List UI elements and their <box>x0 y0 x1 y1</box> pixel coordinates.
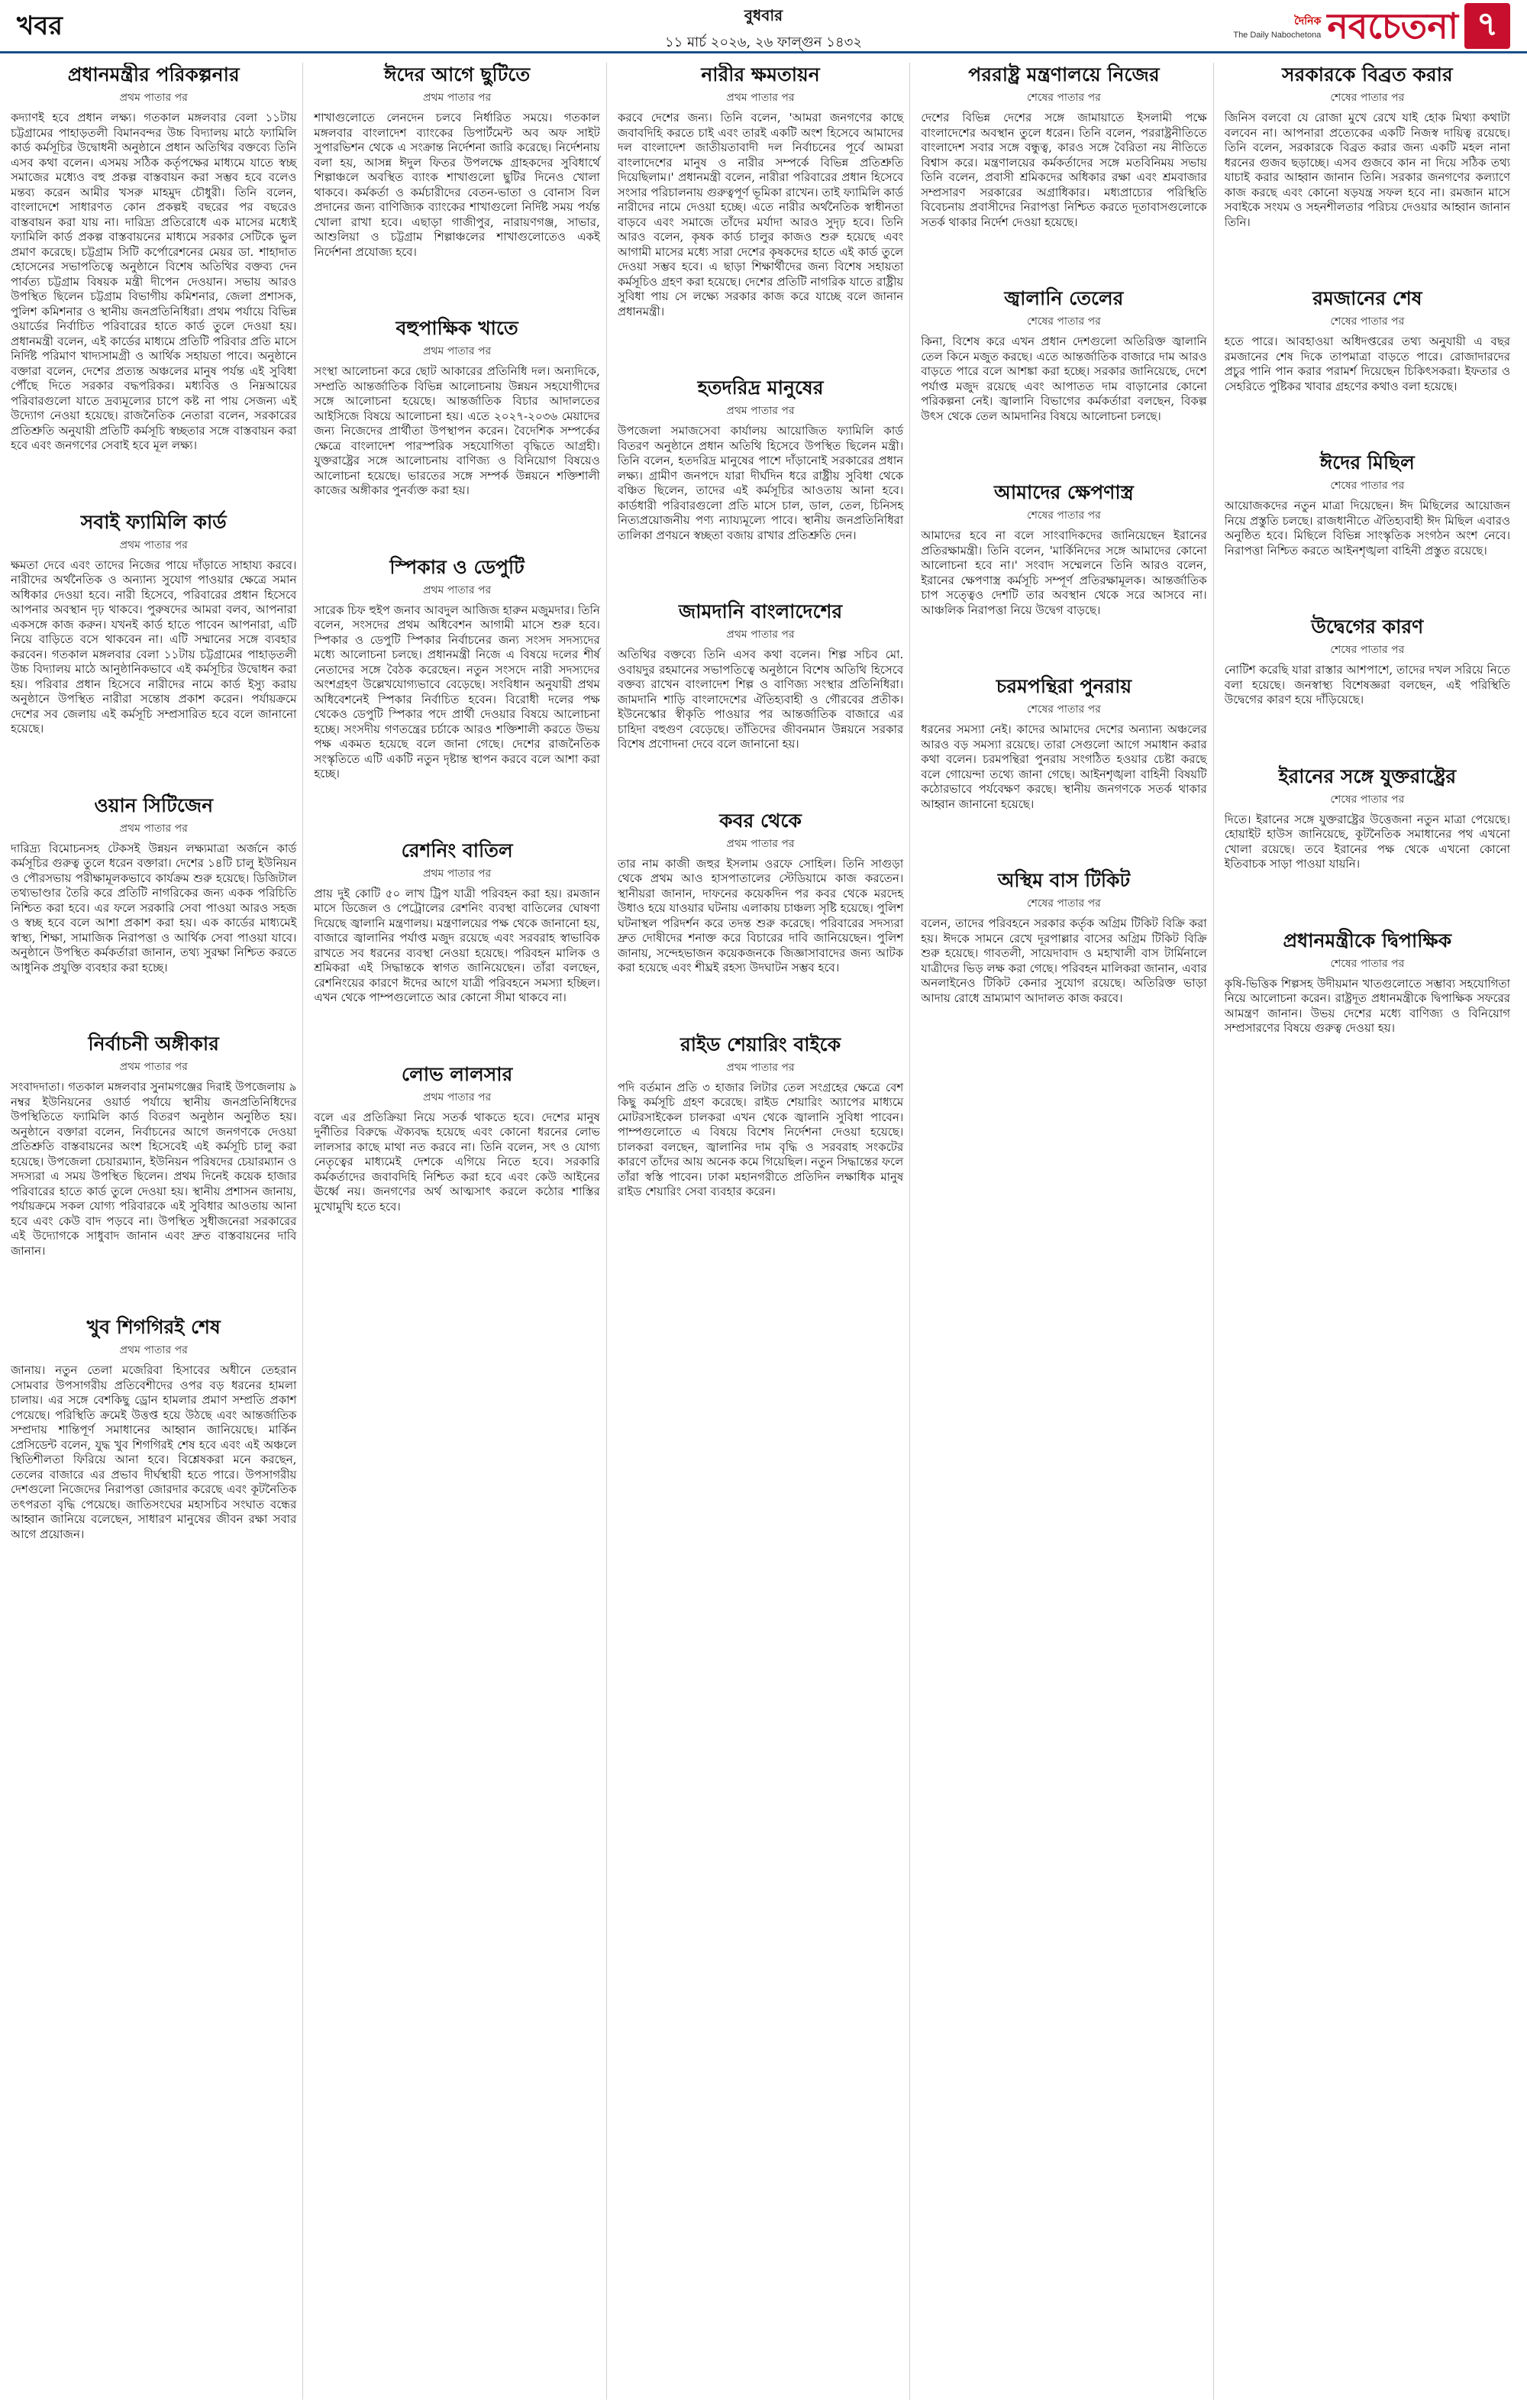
article-title[interactable]: ঈদের আগে ছুটিতে <box>384 63 531 86</box>
continuation-label: শেষের পাতার পর <box>1330 793 1405 806</box>
article <box>921 286 1206 424</box>
continuation-label: প্রথম পাতার পর <box>726 405 795 417</box>
article <box>618 376 903 543</box>
continuation-label: শেষের পাতার পর <box>1330 315 1405 328</box>
article <box>314 1062 599 1215</box>
continuation-label: প্রথম পাতার পর <box>119 92 188 104</box>
continuation-label: প্রথম পাতার পর <box>119 538 188 551</box>
article <box>921 868 1206 1006</box>
article <box>11 1032 296 1259</box>
masthead-english: The Daily Nabochetona <box>1233 31 1322 40</box>
continuation-label: শেষের পাতার পর <box>1026 315 1101 328</box>
article-title[interactable]: স্পিকার ও ডেপুটি <box>389 555 525 578</box>
article-body: সংস্থা আলোচনা করে ছোট আকারের প্রতিনিধি দল। অন্যদিকে, সম্প্রতি আন্তর্জাতিক বিভিন্ন আলোচনায় উন্নয়ন সহযোগীদের সঙ্গে আলোচনা হয়েছে। আন্তর্জাতিক বিচার আদালতের আইসিজে বিষয়ে আলোচনা হয়। এতে ২০২৭-২০৩৬ মেয়াদের জন্য নিজেদের প্রার্থীতা উপস্থাপন করেন। বৈদেশিক সম্পর্কের ক্ষেত্রে বাংলাদেশ পারস্পরিক সহযোগিতা বৃদ্ধিতে আগ্রহী। যুক্তরাষ্ট্রের সঙ্গে আলোচনায় বাণিজ্য ও বিনিয়োগ বিষয়েও আলোচনা হয়েছে। ভারতের সঙ্গে সম্পর্ক উন্নয়নে শক্তিশালী কাজের অঙ্গীকার পুনর্ব্যক্ত করা হয়। <box>314 364 600 497</box>
article-title[interactable]: সবাই ফ্যামিলি কার্ড <box>80 510 227 533</box>
article <box>1225 615 1510 708</box>
article <box>921 480 1206 618</box>
masthead <box>1233 3 1510 49</box>
article-body: শাখাগুলোতে লেনদেন চলবে নির্ধারিত সময়ে। গতকাল মঙ্গলবার বাংলাদেশ ব্যাংকের ডিপার্টমেন্ট অব অফ সাইট সুপারভিশন থেকে এ সংক্রান্ত নির্দেশনা জারি করেছে। নির্দেশনায় বলা হয়, আসন্ন ঈদুল ফিতর উপলক্ষে গ্রাহকদের সুবিধার্থে শিল্পাঞ্চলে অবস্থিত ব্যাংক শাখাগুলো ছুটির দিনেও খোলা থাকবে। কর্মকর্তা ও কর্মচারীদের বেতন-ভাতা ও বোনাস বিল প্রদানের জন্য বাণিজ্যিক ব্যাংকের শাখাগুলো নির্দিষ্ট সময় পর্যন্ত খোলা রাখা হবে। এছাড়া গাজীপুর, নারায়ণগঞ্জ, সাভার, আশুলিয়া ও চট্টগ্রাম শিল্পাঞ্চলের শাখাগুলোতেও একই নির্দেশনা প্রযোজ্য হবে। <box>314 111 600 259</box>
article <box>314 316 599 499</box>
masthead-daily: দৈনিক <box>1294 15 1322 27</box>
article <box>1225 929 1510 1036</box>
column-1 <box>11 63 303 2400</box>
continuation-label: শেষের পাতার পর <box>1026 703 1101 716</box>
article <box>921 63 1206 230</box>
article-title[interactable]: চরমপন্থিরা পুনরায় <box>996 675 1132 697</box>
continuation-label: প্রথম পাতার পর <box>422 583 492 596</box>
article-title[interactable]: রমজানের শেষ <box>1312 287 1422 309</box>
article <box>921 674 1206 812</box>
continuation-label: শেষের পাতার পর <box>1026 897 1101 910</box>
continuation-label: প্রথম পাতার পর <box>726 92 795 104</box>
continuation-label: প্রথম পাতার পর <box>726 629 795 641</box>
continuation-label: প্রথম পাতার পর <box>422 1091 492 1104</box>
page-header <box>0 0 1527 53</box>
article <box>618 809 903 976</box>
continuation-label: প্রথম পাতার পর <box>119 822 188 835</box>
continuation-label: শেষের পাতার পর <box>1026 509 1101 522</box>
column-4 <box>921 63 1213 2400</box>
article-title[interactable]: খুব শিগগিরই শেষ <box>86 1316 221 1338</box>
article <box>11 510 296 737</box>
continuation-label: প্রথম পাতার পর <box>422 92 492 104</box>
article-body: সারেক চিফ হুইপ জনাব আবদুল আজিজ হারুন মজুমদার। তিনি বলেন, সংসদের প্রথম অধিবেশন আগামী মাসে শুরু হবে। স্পিকার ও ডেপুটি স্পিকার নির্বাচনের জন্য সংসদ সদস্যদের মধ্যে আলোচনা চলছে। প্রধানমন্ত্রী নিজে এ বিষয়ে দলের শীর্ষ নেতাদের সঙ্গে বৈঠক করেছেন। নতুন সংসদে নারী সদস্যদের অংশগ্রহণ উল্লেখযোগ্যভাবে বেড়েছে। সংবিধান অনুযায়ী প্রথম অধিবেশনেই স্পিকার নির্বাচিত হবেন। বিরোধী দলের পক্ষ থেকেও ডেপুটি স্পিকার পদে প্রার্থী দেওয়ার বিষয়ে আলোচনা হচ্ছে। সংসদীয় গণতন্ত্রের চর্চাকে আরও শক্তিশালী করতে উভয় পক্ষ একমত হয়েছে বলে জানা গেছে। দেশের রাজনৈতিক সংস্কৃতিতে এটি একটি নতুন দৃষ্টান্ত স্থাপন করবে বলে আশা করা হচ্ছে। <box>314 603 600 781</box>
article <box>314 555 599 782</box>
article-body: জিনিস বলবো যে রোজা মুখে রেখে যাই হোক মিথ্যা কথাটা বলবেন না। আপনারা প্রত্যেকের একটি নিজস্ব দায়িত্ব রয়েছে। তিনি বলেন, সরকারকে বিব্রত করার জন্য একটি মহল নানা ধরনের গুজব ছড়াচ্ছে। এসব গুজবে কান না দিয়ে সঠিক তথ্য যাচাই করার আহ্বান জানান তিনি। সরকার জনগণের কল্যাণে কাজ করছে এবং কোনো ষড়যন্ত্র সফল হবে না। রমজান মাসে সবাইকে সংযম ও সহনশীলতার পরিচয় দেওয়ার আহ্বান জানান তিনি। <box>1224 111 1511 229</box>
continuation-label: শেষের পাতার পর <box>1026 92 1101 104</box>
continuation-label: প্রথম পাতার পর <box>422 345 492 357</box>
continuation-label: প্রথম পাতার পর <box>119 1344 188 1356</box>
article-body: জানায়। নতুন তেলা মজেরিবা হিসাবের অধীনে তেহরান সোমবার উপসাগরীয় প্রতিবেশীদের ওপর বড় ধরনের হামলা চালায়। এর সঙ্গে বেশকিছু ড্রোন হামলার প্রমাণ সম্প্রতি প্রকাশ পেয়েছে। পরিস্থিতি ক্রমেই উত্তপ্ত হয়ে উঠছে এবং আন্তর্জাতিক সম্প্রদায় শান্তিপূর্ণ সমাধানের আহ্বান জানিয়েছে। মার্কিন প্রেসিডেন্ট বলেন, যুদ্ধ খুব শিগগিরই শেষ হবে এবং এই অঞ্চলে স্থিতিশীলতা ফিরিয়ে আনা হবে। বিশ্লেষকরা মনে করছেন, তেলের বাজারে এর প্রভাব দীর্ঘস্থায়ী হতে পারে। উপসাগরীয় দেশগুলো নিজেদের নিরাপত্তা জোরদার করেছে এবং কূটনৈতিক তৎপরতা বৃদ্ধি পেয়েছে। জাতিসংঘের মহাসচিব সংঘাত বন্ধের আহ্বান জানিয়ে বলেছেন, সাধারণ মানুষের জীবন রক্ষা সবার আগে প্রয়োজন। <box>11 1363 297 1541</box>
article-body: কদ্যাণই হবে প্রধান লক্ষ্য। গতকাল মঙ্গলবার বেলা ১১টায় চট্টগ্রামের পাহাড়তলী বিমানবন্দর উচ্চ বিদ্যালয় মাঠে ফ্যামিলি কার্ড কর্মসূচির উদ্বোধনী অনুষ্ঠানে প্রধান অতিথির বক্তব্যে তিনি এসব কথা বলেন। এসময় সঠিক কর্তৃপক্ষের মাধ্যমে যাতে স্বচ্ছ সমাজের মধ্যেও বহু প্রকল্প বাস্তবায়ন করা সম্ভব হবে বলেও মন্তব্য করেন আমীর খসরু মাহমুদ চৌধুরী। তিনি বলেন, বাংলাদেশে সাধারণত কোন প্রকল্পই বছরের পর বছরেও বাস্তবায়ন করা যায় না। দারিদ্র্য প্রতিরোধে এক মাসের মধ্যেই ফ্যামিলি কার্ড প্রকল্প বাস্তবায়নের মাধ্যমে সরকার সেটিকে ভুল প্রমাণ করেছে। চট্টগ্রাম সিটি কর্পোরেশনের মেয়র ডা. শাহাদাত হোসেনের সভাপতিত্বে অনুষ্ঠানে বিশেষ অতিথির বক্তব্য দেন পার্বত্য চট্টগ্রাম বিষয়ক মন্ত্রী দীপেন দেওয়ান। সভায় আরও উপস্থিত ছিলেন চট্টগ্রাম বিভাগীয় কমিশনার, জেলা প্রশাসক, পুলিশ কমিশনার ও স্থানীয় জনপ্রতিনিধিরা। প্রথম পর্যায়ে বিভিন্ন ওয়ার্ডের নির্বাচিত পরিবারের হাতে কার্ড তুলে দেওয়া হয়। প্রধানমন্ত্রী বলেন, এই কার্ডের মাধ্যমে প্রতিটি পরিবার প্রতি মাসে নির্দিষ্ট পরিমাণ খাদ্যসামগ্রী ও আর্থিক সহায়তা পাবে। অনুষ্ঠানে বক্তারা বলেন, দেশের প্রত্যন্ত অঞ্চলের মানুষ পর্যন্ত এই সুবিধা পৌঁছে দিতে সরকার বদ্ধপরিকর। মধ্যবিত্ত ও নিম্নআয়ের পরিবারগুলো যাতে দ্রব্যমূল্যের চাপে কষ্ট না পায় সেজন্য এই উদ্যোগ নেওয়া হয়েছে। রাজনৈতিক নেতারা বলেন, সরকারের প্রতিশ্রুতি অনুযায়ী প্রতিটি কর্মসূচি স্বচ্ছতার সঙ্গে বাস্তবায়ন করা হবে এবং জনগণের সেবাই হবে মূল লক্ষ্য। <box>11 111 297 452</box>
article <box>1225 286 1510 394</box>
article-body: বলে এর প্রতিক্রিয়া নিয়ে সতর্ক থাকতে হবে। দেশের মানুষ দুর্নীতির বিরুদ্ধে ঐক্যবদ্ধ হয়েছে এবং কোনো ধরনের লোভ লালসার কাছে মাথা নত করবে না। তিনি বলেন, সৎ ও যোগ্য নেতৃত্বের মাধ্যমেই দেশকে এগিয়ে নিতে হবে। সরকারি কর্মকর্তাদের জবাবদিহি নিশ্চিত করা হবে এবং কেউ আইনের ঊর্ধ্বে নয়। জনগণের অর্থ আত্মসাৎ করলে কঠোর শাস্তির মুখোমুখি হতে হবে। <box>314 1110 600 1214</box>
article <box>11 63 296 454</box>
article-body: সংবাদদাতা। গতকাল মঙ্গলবার সুনামগঞ্জের দিরাই উপজেলায় ৯ নম্বর ইউনিয়নের ওয়ার্ড পর্যায়ে স্থানীয় জনপ্রতিনিধিদের উপস্থিতিতে ফ্যামিলি কার্ড বিতরণ অনুষ্ঠান অনুষ্ঠিত হয়। অনুষ্ঠানে বক্তারা বলেন, নির্বাচনের আগে জনগণকে দেওয়া প্রতিশ্রুতি বাস্তবায়নের অংশ হিসেবেই এই কর্মসূচি চালু করা হয়েছে। উপজেলা চেয়ারম্যান, ইউনিয়ন পরিষদের চেয়ারম্যান ও সদস্যরা এ সময় উপস্থিত ছিলেন। প্রথম দিনেই কয়েক হাজার পরিবারের হাতে কার্ড তুলে দেওয়া হয়। স্থানীয় প্রশাসন জানায়, পর্যায়ক্রমে সকল যোগ্য পরিবারকে এই সুবিধার আওতায় আনা হবে এবং কেউ বাদ পড়বে না। উপস্থিত সুধীজনেরা সরকারের এই উদ্যোগকে সাধুবাদ জানান এবং দ্রুত বাস্তবায়নের দাবি জানান। <box>11 1080 297 1258</box>
article-body: পদি বর্তমান প্রতি ৩ হাজার লিটার তেল সংগ্রহের ক্ষেত্রে বেশ কিছু কর্মসূচি গ্রহণ করেছে। রাইড শেয়ারিং অ্যাপের মাধ্যমে মোটরসাইকেল চালকরা এখন থেকে জ্বালানি সুবিধা পাবেন। পাম্পগুলোতে এ বিষয়ে বিশেষ নির্দেশনা দেওয়া হয়েছে। চালকরা বলছেন, জ্বালানির দাম বৃদ্ধি ও সরবরাহ সংকটের কারণে তাঁদের আয় অনেক কমে গিয়েছিল। নতুন সিদ্ধান্তের ফলে তাঁরা স্বস্তি পাবেন। ঢাকা মহানগরীতে প্রতিদিন লক্ষাধিক মানুষ রাইড শেয়ারিং সেবা ব্যবহার করেন। <box>617 1080 904 1198</box>
article <box>618 63 903 319</box>
article-title[interactable]: আমাদের ক্ষেপণাস্ত্র <box>993 481 1134 503</box>
column-2 <box>314 63 606 2400</box>
article-title[interactable]: পররাষ্ট্র মন্ত্রণালয়ে নিজের <box>968 63 1160 86</box>
article-body: তার নাম কাজী জহুর ইসলাম ওরফে সোহিল। তিনি সাগুড়া থেকে প্রথম আও হাসপাতালের স্টেডিয়ামে কাজ করতেন। স্থানীয়রা জানান, দাফনের কয়েকদিন পর কবর থেকে মরদেহ উধাও হয়ে যাওয়ার ঘটনায় এলাকায় চাঞ্চল্য সৃষ্টি হয়েছে। পুলিশ ঘটনাস্থল পরিদর্শন করে তদন্ত শুরু করেছে। পরিবারের সদস্যরা দ্রুত দোষীদের শনাক্ত করে বিচারের দাবি জানিয়েছেন। পুলিশ জানায়, সন্দেহভাজন কয়েকজনকে জিজ্ঞাসাবাদের জন্য আটক করা হয়েছে এবং শীঘ্রই রহস্য উদঘাটন সম্ভব হবে। <box>617 856 904 975</box>
masthead-small <box>1233 12 1321 40</box>
article-body: দারিদ্র্য বিমোচনসহ টেকসই উন্নয়ন লক্ষ্যমাত্রা অর্জনে কার্ড কর্মসূচির গুরুত্ব তুলে ধরেন বক্তারা। দেশের ১৪টি চালু ইউনিয়ন ও পৌরসভায় পরীক্ষামূলকভাবে কার্যক্রম শুরু হয়েছে। ডিজিটাল তথ্যভাণ্ডার তৈরি করে প্রতিটি নাগরিকের জন্য একক পরিচিতি নিশ্চিত করা হবে। এর ফলে সরকারি সেবা পাওয়া আরও সহজ ও স্বচ্ছ হবে বলে আশা প্রকাশ করা হয়। এক কার্ডের মাধ্যমেই স্বাস্থ্য, শিক্ষা, সামাজিক নিরাপত্তা ও আর্থিক সেবা পাওয়া যাবে। অনুষ্ঠানে উপস্থিত কর্মকর্তারা জানান, তথ্য সুরক্ষা নিশ্চিত করতে আধুনিক প্রযুক্তি ব্যবহার করা হচ্ছে। <box>11 841 297 975</box>
article-title[interactable]: অস্থিম বাস টিকিট <box>997 869 1131 891</box>
article <box>11 1315 296 1542</box>
article-title[interactable]: লোভ লালসার <box>401 1062 513 1085</box>
article-title[interactable]: প্রধানমন্ত্রীকে দ্বিপাক্ষিক <box>1283 929 1452 952</box>
article-body: অতিথির বক্তব্যে তিনি এসব কথা বলেন। শিল্প সচিব মো. ওবায়দুর রহমানের সভাপতিত্বে অনুষ্ঠানে বিশেষ অতিথি হিসেবে বক্তব্য রাখেন বাংলাদেশ শিল্প ও বাণিজ্য সংস্থার প্রতিনিধিরা। জামদানি শাড়ি বাংলাদেশের ঐতিহ্যবাহী ও গৌরবের প্রতীক। ইউনেস্কোর স্বীকৃতি পাওয়ার পর আন্তর্জাতিক বাজারে এর চাহিদা বহুগুণ বেড়েছে। তাঁতিদের জীবনমান উন্নয়নে সরকার বিশেষ প্রণোদনা দেবে বলে জানানো হয়। <box>617 648 904 751</box>
article-body: প্রায় দুই কোটি ৫০ লাখ ট্রিপ যাত্রী পরিবহন করা হয়। রমজান মাসে ডিজেল ও পেট্রোলের রেশনিং ব্যবস্থা বাতিলের ঘোষণা দিয়েছে জ্বালানি মন্ত্রণালয়। মন্ত্রণালয়ের পক্ষ থেকে জানানো হয়, বাজারে জ্বালানির পর্যাপ্ত মজুদ রয়েছে এবং সরবরাহ স্বাভাবিক রাখতে সব ধরনের ব্যবস্থা নেওয়া হয়েছে। পরিবহন মালিক ও শ্রমিকরা এই সিদ্ধান্তকে স্বাগত জানিয়েছেন। তাঁরা বলছেন, রেশনিংয়ের কারণে ঈদের আগে যাত্রী পরিবহনে সমস্যা হচ্ছিল। এখন থেকে পাম্পগুলোতে আর কোনো সীমা থাকবে না। <box>314 886 600 1004</box>
article-body: করবে দেশের জন্য। তিনি বলেন, 'আমরা জনগণের কাছে জবাবদিহি করতে চাই এবং তারই একটি অংশ হিসেবে আমাদের দল বাংলাদেশ জাতীয়তাবাদী দল নির্বাচনের পূর্বে আমরা বাংলাদেশের মানুষ ও নারীর সম্পর্কে বিভিন্ন প্রতিশ্রুতি দিয়েছিলাম।' প্রধানমন্ত্রী বলেন, নারীরা পরিবারের প্রধান হিসেবে সংসার পরিচালনায় গুরুত্বপূর্ণ ভূমিকা রাখেন। তাই ফ্যামিলি কার্ড নারীদের নামে দেওয়া হচ্ছে। এতে নারীর অর্থনৈতিক স্বাধীনতা বাড়বে এবং সমাজে তাঁদের মর্যাদা আরও সুদৃঢ় হবে। তিনি আরও বলেন, কৃষক কার্ড চালুর কাজও শুরু হয়েছে এবং আগামী মাসের মধ্যে সারা দেশের কৃষকদের হাতে এই কার্ড তুলে দেওয়া সম্ভব হবে। এ ছাড়া শিক্ষার্থীদের জন্য বিশেষ সহায়তা কর্মসূচিও গ্রহণ করা হয়েছে। দেশের প্রতিটি নাগরিক যাতে রাষ্ট্রীয় সুবিধা পায় সে লক্ষ্যে সরকার কাজ করে যাচ্ছে বলে জানান প্রধানমন্ত্রী। <box>617 111 904 318</box>
article-body: কৃষি-ভিত্তিক শিল্পসহ উদীয়মান খাতগুলোতে সম্ভাব্য সহযোগিতা নিয়ে আলোচনা করেন। রাষ্ট্রদূত প্রধানমন্ত্রীকে দ্বিপাক্ষিক সফরের আমন্ত্রণ জানান। উভয় দেশের মধ্যে বাণিজ্য ও বিনিয়োগ সম্প্রসারণের বিষয়ে গুরুত্ব দেওয়া হয়। <box>1224 976 1511 1035</box>
article-body: কিনা, বিশেষ করে এখন প্রধান দেশগুলো অতিরিক্ত জ্বালানি তেল কিনে মজুত করছে। এতে আন্তর্জাতিক বাজারে দাম আরও বাড়তে পারে বলে আশঙ্কা করা হচ্ছে। সরকার জানিয়েছে, দেশে পর্যাপ্ত মজুদ রয়েছে এবং আপাতত দাম বাড়ানোর কোনো পরিকল্পনা নেই। জ্বালানি বিভাগের কর্মকর্তারা বলছেন, বিকল্প উৎস থেকে তেল আমদানির বিষয়ে আলোচনা চলছে। <box>921 335 1207 423</box>
article-body: নোটিশ করেছি যারা রাস্তার আশপাশে, তাদের দখল সরিয়ে নিতে বলা হয়েছে। জনস্বাস্থ্য বিশেষজ্ঞরা বলছেন, এই পরিস্থিতি উদ্বেগের কারণ হয়ে দাঁড়িয়েছে। <box>1224 663 1511 706</box>
article <box>1225 451 1510 558</box>
article <box>314 63 599 260</box>
article-body: ক্ষমতা দেবে এবং তাদের নিজের পায়ে দাঁড়াতে সাহায্য করবে। নারীদের অর্থনৈতিক ও অন্যান্য সুযোগ পাওয়ার ক্ষেত্রে সমান অধিকার দেওয়া হবে। নারী হিসেবে, পরিবারের প্রধান হিসেবে আপনার অবস্থান দৃঢ় থাকবে। পুরুষদের আমরা বলব, আপনারা একসঙ্গে কাজ করুন। যখনই কার্ড হাতে পাবেন আপনারা, এটি নিয়ে বাড়িতে বসে থাকবেন না। এটি সম্মানের সঙ্গে ব্যবহার করবেন। গতকাল মঙ্গলবার বেলা ১১টায় চট্টগ্রামের পাহাড়তলী উচ্চ বিদ্যালয় মাঠে আনুষ্ঠানিকভাবে এই কর্মসূচির উদ্বোধন করা হয়। পরিবার প্রধান হিসেবে নারীদের নামে কার্ড ইস্যু করায় অনুষ্ঠানে উপস্থিত নারীরা সন্তোষ প্রকাশ করেন। পর্যায়ক্রমে দেশের সব জেলায় এই কর্মসূচি সম্প্রসারিত হবে বলে জানানো হয়েছে। <box>11 558 297 735</box>
article-body: বলেন, তাদের পরিবহনে সরকার কর্তৃক অগ্রিম টিকিট বিক্রি করা হয়। ঈদকে সামনে রেখে দূরপাল্লার বাসের অগ্রিম টিকিট বিক্রি শুরু হয়েছে। গাবতলী, সায়েদাবাদ ও মহাখালী বাস টার্মিনালে যাত্রীদের ভিড় লক্ষ করা গেছে। পরিবহন মালিকরা জানান, এবার অনলাইনেও টিকিট কেনার সুযোগ রয়েছে। অতিরিক্ত ভাড়া আদায় রোধে ভ্রাম্যমাণ আদালত কাজ করবে। <box>921 916 1207 1005</box>
date-block <box>534 5 993 55</box>
article-title[interactable]: হতদরিদ্র মানুষের <box>697 377 824 399</box>
article-title[interactable]: রেশনিং বাতিল <box>401 839 513 861</box>
article-title[interactable]: ওয়ান সিটিজেন <box>94 794 214 816</box>
continuation-label: প্রথম পাতার পর <box>422 867 492 880</box>
continuation-label: শেষের পাতার পর <box>1330 92 1405 104</box>
columns <box>11 63 1516 2400</box>
article-title[interactable]: জামদানি বাংলাদেশের <box>678 600 843 622</box>
article-body: ধরনের সমস্যা নেই। কাদের আমাদের দেশের অন্যান্য অঞ্চলের আরও বড় সমস্যা রয়েছে। তারা সেগুলো আগে সমাধান করার কথা বলেন। চরমপন্থিরা পুনরায় সংগঠিত হওয়ার চেষ্টা করছে বলে গোয়েন্দা তথ্যে জানা গেছে। আইনশৃঙ্খলা বাহিনী বিষয়টি কঠোরভাবে পর্যবেক্ষণ করছে। স্থানীয় জনগণকে সতর্ক থাকার আহ্বান জানানো হয়েছে। <box>921 722 1207 811</box>
article-title[interactable]: বহুপাক্ষিক খাতে <box>395 317 518 339</box>
continuation-label: শেষের পাতার পর <box>1330 957 1405 970</box>
column-5 <box>1225 63 1516 2400</box>
article-title[interactable]: ইরানের সঙ্গে যুক্তরাষ্ট্রের <box>1278 764 1457 787</box>
article-title[interactable]: সরকারকে বিব্রত করার <box>1282 63 1453 86</box>
article <box>314 839 599 1006</box>
continuation-label: শেষের পাতার পর <box>1330 480 1405 492</box>
article-title[interactable]: জ্বালানি তেলের <box>1004 287 1124 309</box>
article <box>618 1033 903 1200</box>
continuation-label: শেষের পাতার পর <box>1330 644 1405 656</box>
column-3 <box>618 63 910 2400</box>
article <box>618 600 903 752</box>
article-title[interactable]: ঈদের মিছিল <box>1319 451 1415 474</box>
article-body: দিতে। ইরানের সঙ্গে যুক্তরাষ্ট্রের উত্তেজনা নতুন মাত্রা পেয়েছে। হোয়াইট হাউস জানিয়েছে, কূটনৈতিক সমাধানের পথ এখনো খোলা রয়েছে। তবে ইরানের পক্ষ থেকে এখনো কোনো ইতিবাচক সাড়া পাওয়া যায়নি। <box>1224 812 1511 871</box>
masthead-name: নবচেতনা <box>1327 5 1458 47</box>
date-text: ১১ মার্চ ২০২৬, ২৬ ফাল্গুন ১৪৩২ <box>664 34 863 50</box>
article-title[interactable]: রাইড শেয়ারিং বাইকে <box>680 1033 841 1055</box>
article <box>11 794 296 976</box>
article-title[interactable]: নারীর ক্ষমতায়ন <box>701 63 820 86</box>
continuation-label: প্রথম পাতার পর <box>119 1061 188 1073</box>
continuation-label: প্রথম পাতার পর <box>726 837 795 850</box>
article-body: আয়োজকদের নতুন মাত্রা দিয়েছেন। ঈদ মিছিলের আয়োজন নিয়ে প্রস্তুতি চলছে। রাজধানীতে ঐতিহ্যবাহী ঈদ মিছিল এবারও অনুষ্ঠিত হবে। মিছিলে বিভিন্ন সাংস্কৃতিক সংগঠন অংশ নেবে। নিরাপত্তা নিশ্চিত করতে আইনশৃঙ্খলা বাহিনী প্রস্তুত রয়েছে। <box>1224 499 1511 558</box>
article-body: উপজেলা সমাজসেবা কার্যালয় আয়োজিত ফ্যামিলি কার্ড বিতরণ অনুষ্ঠানে প্রধান অতিথি হিসেবে উপস্থিত ছিলেন মন্ত্রী। তিনি বলেন, হতদরিদ্র মানুষের পাশে দাঁড়ানোই সরকারের প্রধান লক্ষ্য। গ্রামীণ জনপদে যারা দীর্ঘদিন ধরে রাষ্ট্রীয় সুবিধা থেকে বঞ্চিত ছিলেন, তাদের এই কর্মসূচির আওতায় আনা হবে। কার্ডধারী পরিবারগুলো প্রতি মাসে চাল, ডাল, তেল, চিনিসহ নিত্যপ্রয়োজনীয় পণ্য ন্যায্যমূল্যে পাবে। স্থানীয় জনপ্রতিনিধিরা তালিকা প্রণয়নে স্বচ্ছতা বজায় রাখার প্রতিশ্রুতি দেন। <box>617 424 904 542</box>
date-day: বুধবার <box>744 6 783 24</box>
article-body: দেশের বিভিন্ন দেশের সঙ্গে জামায়াতে ইসলামী পক্ষে বাংলাদেশের অবস্থান তুলে ধরেন। তিনি বলেন, পররাষ্ট্রনীতিতে বাংলাদেশ সবার সঙ্গে বন্ধুত্ব, কারও সঙ্গে বৈরিতা নয় নীতিতে বিশ্বাস করে। মন্ত্রণালয়ের কর্মকর্তাদের সঙ্গে মতবিনিময় সভায় তিনি বলেন, প্রবাসী শ্রমিকদের অধিকার রক্ষা এবং শ্রমবাজার সম্প্রসারণ সরকারের অগ্রাধিকার। মধ্যপ্রাচ্যের পরিস্থিতি বিবেচনায় প্রবাসীদের নিরাপত্তা নিশ্চিত করতে দূতাবাসগুলোকে সতর্ক থাকার নির্দেশ দেওয়া হয়েছে। <box>921 111 1207 229</box>
article-body: হতে পারে। আবহাওয়া অধিদপ্তরের তথ্য অনুযায়ী এ বছর রমজানের শেষ দিকে তাপমাত্রা বাড়তে পারে। রোজাদারদের প্রচুর পানি পান করার পরামর্শ দিয়েছেন চিকিৎসকরা। ইফতার ও সেহরিতে পুষ্টিকর খাবার গ্রহণের কথাও বলা হয়েছে। <box>1224 335 1511 393</box>
continuation-label: প্রথম পাতার পর <box>726 1061 795 1074</box>
article <box>1225 63 1510 230</box>
article-title[interactable]: কবর থেকে <box>719 809 802 832</box>
article-title[interactable]: নির্বাচনী অঙ্গীকার <box>88 1033 219 1055</box>
article <box>1225 764 1510 872</box>
article-title[interactable]: উদ্বেগের কারণ <box>1311 616 1424 638</box>
article-body: আমাদের হবে না বলে সাংবাদিকদের জানিয়েছেন ইরানের প্রতিরক্ষামন্ত্রী। তিনি বলেন, 'মার্কিনিদের সঙ্গে আমাদের কোনো আলোচনা হবে না।' সংবাদ সম্মেলনে তিনি আরও বলেন, ইরানের ক্ষেপণাস্ত্র কর্মসূচি সম্পূর্ণ প্রতিরক্ষামূলক। আন্তর্জাতিক চাপ সত্ত্বেও দেশটি তার অবস্থান থেকে সরে আসবে না। আঞ্চলিক নিরাপত্তা নিয়ে উদ্বেগ বাড়ছে। <box>921 528 1207 617</box>
article-title[interactable]: প্রধানমন্ত্রীর পরিকল্পনার <box>67 63 240 86</box>
page-number: ৭ <box>1464 3 1510 49</box>
section-label: খবর <box>17 11 63 41</box>
